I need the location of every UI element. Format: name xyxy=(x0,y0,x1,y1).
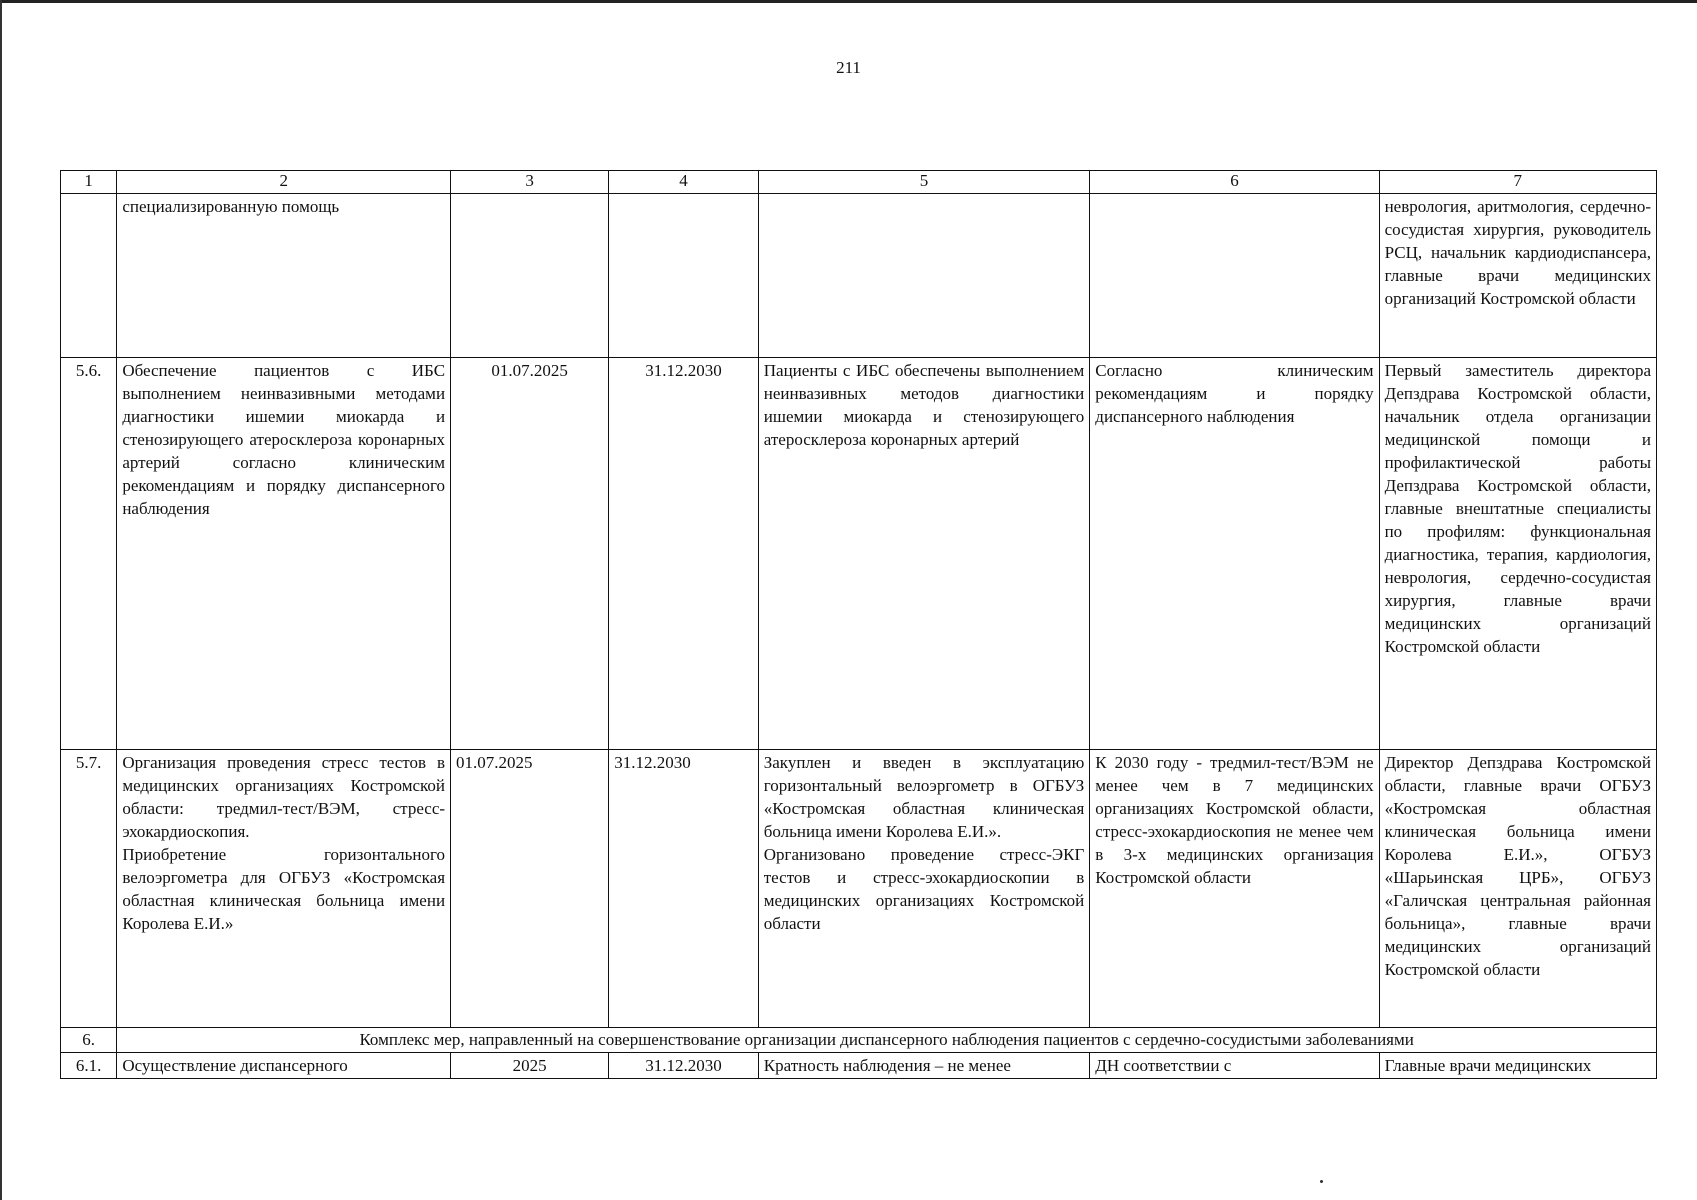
measure-name: Организация проведения стресс тестов в медицинских организациях Костромской области: тредмил-тест/ВЭМ, стресс-эхокардиоскопия. Приобретение горизонтального велоэргометра для ОГБУЗ «Костромская областная клиническая больница имени Королева Е.И.» xyxy=(117,750,451,1028)
end-date: 31.12.2030 xyxy=(609,750,759,1028)
column-header: 7 xyxy=(1379,171,1656,194)
table-row-5-6 xyxy=(61,358,1657,750)
measures-table xyxy=(60,170,1657,1079)
column-header: 6 xyxy=(1090,171,1379,194)
start-date: 01.07.2025 xyxy=(451,358,609,750)
row-number: 5.7. xyxy=(61,750,117,1028)
section-number: 6. xyxy=(61,1028,117,1053)
responsible: Главные врачи медицинских xyxy=(1379,1053,1656,1079)
section-title: Комплекс мер, направленный на совершенствование организации диспансерного наблюдения пациентов с сердечно-сосудистыми заболеваниями xyxy=(117,1028,1657,1053)
responsible: Директор Депздрава Костромской области, главные врачи ОГБУЗ «Костромская областная клиническая больница имени Королева Е.И.», ОГБУЗ «Шарьинская ЦРБ», ОГБУЗ «Галичская центральная районная больница», главные врачи медицинских организаций Костромской области xyxy=(1379,750,1656,1028)
measure-name: специализированную помощь xyxy=(117,194,451,358)
end-date: 31.12.2030 xyxy=(609,358,759,750)
column-header: 2 xyxy=(117,171,451,194)
indicator: ДН соответствии с xyxy=(1090,1053,1379,1079)
column-header: 3 xyxy=(451,171,609,194)
measure-name: Обеспечение пациентов с ИБС выполнением неинвазивными методами диагностики ишемии миокарда и стенозирующего атеросклероза коронарных артерий согласно клиническим рекомендациям и порядку диспансерного наблюдения xyxy=(117,358,451,750)
end-date: 31.12.2030 xyxy=(609,1053,759,1079)
start-date: 2025 xyxy=(451,1053,609,1079)
end-date xyxy=(609,194,759,358)
table-row-6-1 xyxy=(61,1053,1657,1079)
page-number: 211 xyxy=(836,58,861,77)
column-header: 1 xyxy=(61,171,117,194)
section-row xyxy=(61,1028,1657,1053)
indicator: К 2030 году - тредмил-тест/ВЭМ не менее чем в 7 медицинских организациях Костромской области, стресс-эхокардиоскопия не менее чем в 3-х медицинских организация Костромской области xyxy=(1090,750,1379,1028)
column-header: 4 xyxy=(609,171,759,194)
start-date: 01.07.2025 xyxy=(451,750,609,1028)
responsible: Первый заместитель директора Депздрава Костромской области, начальник отдела организации медицинской помощи и профилактической работы Депздрава Костромской области, главные внештатные специалисты по профилям: функциональная диагностика, терапия, кардиология, неврология, сердечно-сосудистая хирургия, главные врачи медицинских организаций Костромской области xyxy=(1379,358,1656,750)
row-number: 5.6. xyxy=(61,358,117,750)
indicator xyxy=(1090,194,1379,358)
responsible: неврология, аритмология, сердечно-сосудистая хирургия, руководитель РСЦ, начальник кардиодиспансера, главные врачи медицинских организаций Костромской области xyxy=(1379,194,1656,358)
expected-result: Кратность наблюдения – не менее xyxy=(758,1053,1090,1079)
expected-result xyxy=(758,194,1090,358)
row-number: 6.1. xyxy=(61,1053,117,1079)
column-number-row xyxy=(61,171,1657,194)
scan-border-top xyxy=(0,0,1697,3)
column-header: 5 xyxy=(758,171,1090,194)
scan-speck xyxy=(1320,1180,1323,1183)
table-row-5-7 xyxy=(61,750,1657,1028)
scan-border-left xyxy=(0,0,2,1200)
indicator: Согласно клиническим рекомендациям и порядку диспансерного наблюдения xyxy=(1090,358,1379,750)
start-date xyxy=(451,194,609,358)
table-row-continuation xyxy=(61,194,1657,358)
expected-result: Закуплен и введен в эксплуатацию горизонтальный велоэргометр в ОГБУЗ «Костромская областная клиническая больница имени Королева Е.И.». Организовано проведение стресс-ЭКГ тестов и стресс-эхокардиоскопии в медицинских организациях Костромской области xyxy=(758,750,1090,1028)
row-number xyxy=(61,194,117,358)
measure-name: Осуществление диспансерного xyxy=(117,1053,451,1079)
expected-result: Пациенты с ИБС обеспечены выполнением неинвазивных методов диагностики ишемии миокарда и стенозирующего атеросклероза коронарных артерий xyxy=(758,358,1090,750)
